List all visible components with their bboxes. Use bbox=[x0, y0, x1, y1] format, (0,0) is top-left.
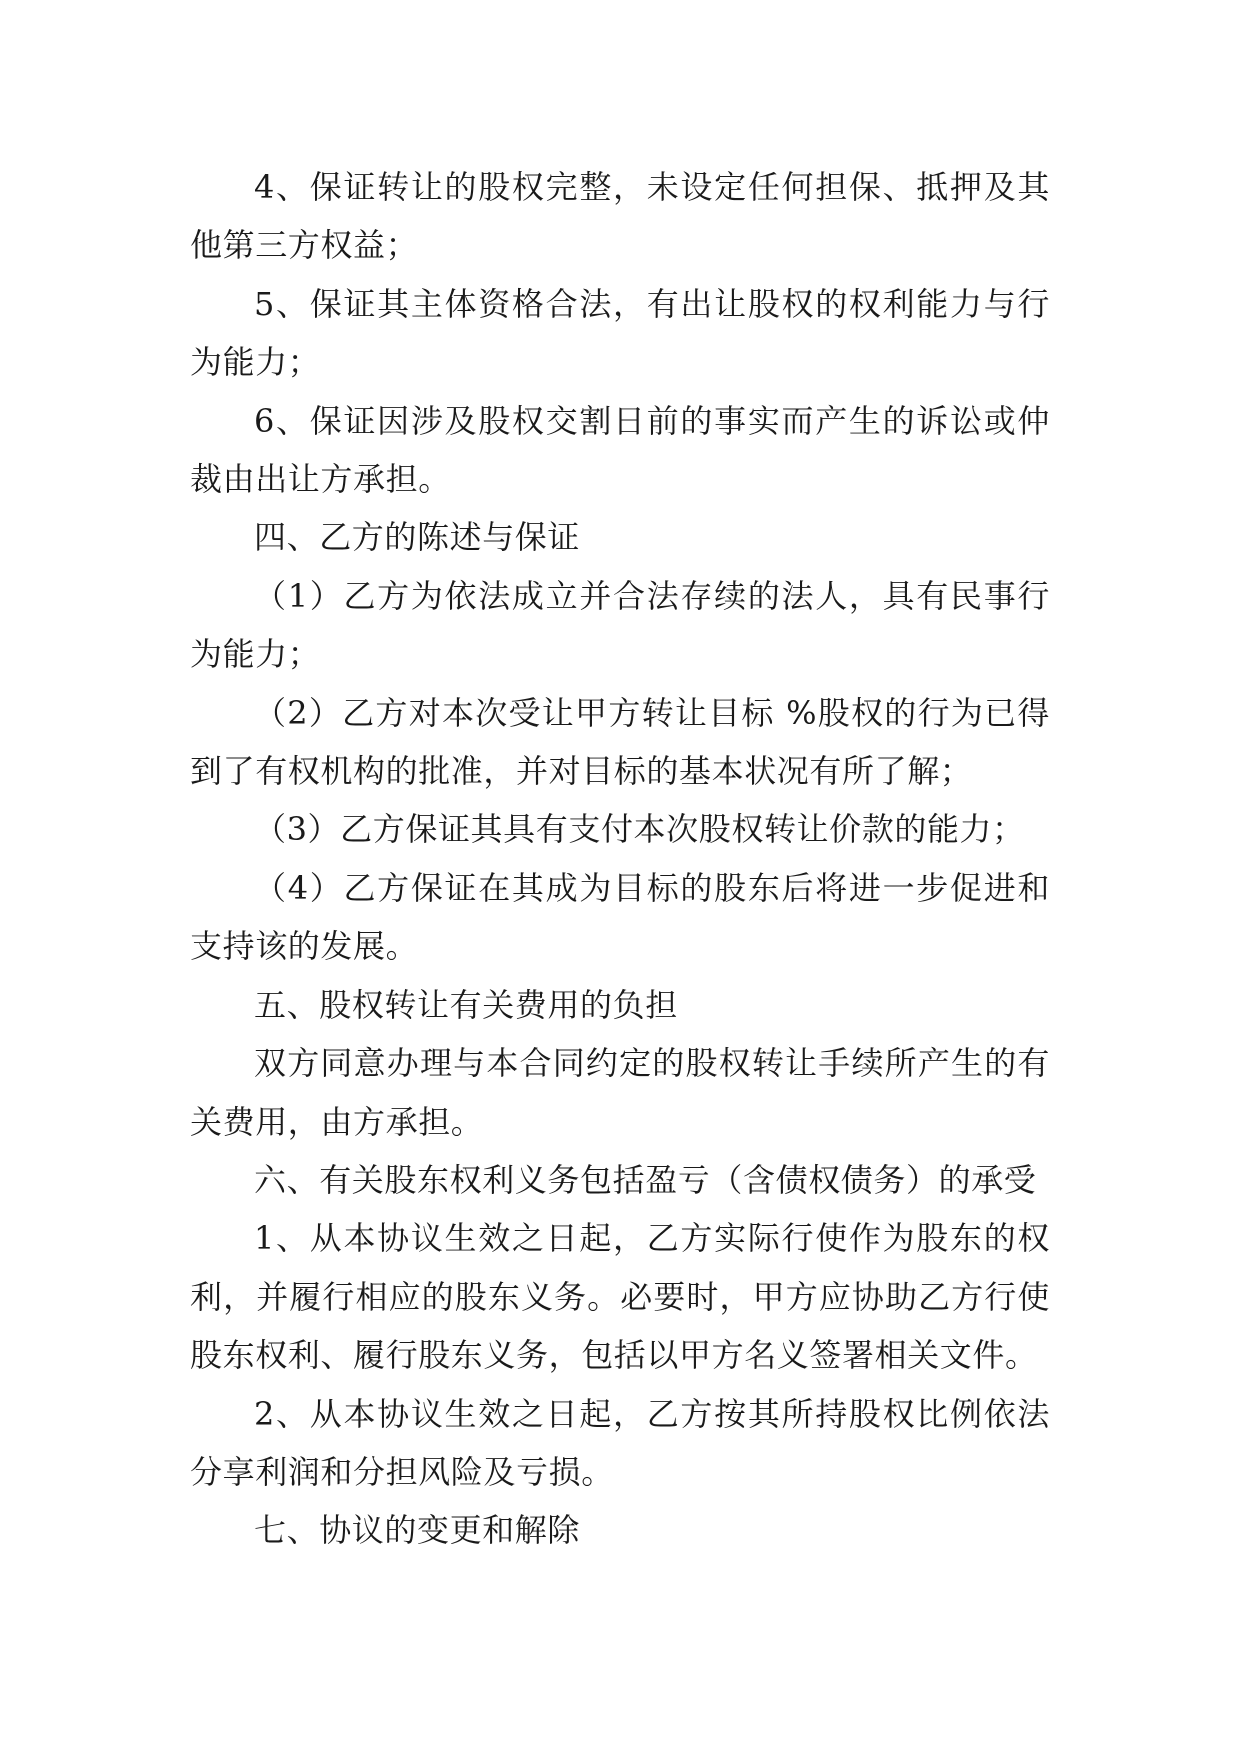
section-heading-5: 五、股权转让有关费用的负担 bbox=[254, 985, 678, 1024]
paragraph-b-2: （2）乙方对本次受让甲方转让目标 %股权的行为已得到了有权机构的批准，并对目标的基本状况有所了解； bbox=[190, 693, 1050, 791]
paragraph-b-3: （3）乙方保证其具有支付本次股权转让价款的能力； bbox=[254, 810, 1025, 849]
paragraph-b-4: （4）乙方保证在其成为目标的股东后将进一步促进和支持该的发展。 bbox=[190, 868, 1050, 966]
paragraph-6-1: 1、从本协议生效之日起，乙方实际行使作为股东的权利，并履行相应的股东义务。必要时，甲方应协助乙方行使股东权利、履行股东义务，包括以甲方名义签署相关文件。 bbox=[190, 1219, 1050, 1375]
paragraph-fees: 双方同意办理与本合同约定的股权转让手续所产生的有关费用，由方承担。 bbox=[190, 1044, 1050, 1141]
paragraph-b-1: （1）乙方为依法成立并合法存续的法人，具有民事行为能力； bbox=[190, 576, 1050, 674]
document-body bbox=[190, 158, 1050, 1560]
section-heading-6: 六、有关股东权利义务包括盈亏（含债权债务）的承受 bbox=[254, 1160, 1037, 1199]
paragraph-5-legal-capacity: 5、保证其主体资格合法，有出让股权的权利能力与行为能力； bbox=[190, 284, 1050, 382]
paragraph-4-equity-complete: 4、保证转让的股权完整，未设定任何担保、抵押及其他第三方权益； bbox=[190, 168, 1050, 265]
paragraph-6-litigation: 6、保证因涉及股权交割日前的事实而产生的诉讼或仲裁由出让方承担。 bbox=[190, 401, 1050, 499]
section-heading-4: 四、乙方的陈述与保证 bbox=[254, 518, 581, 557]
section-heading-7: 七、协议的变更和解除 bbox=[254, 1511, 581, 1550]
paragraph-6-2: 2、从本协议生效之日起，乙方按其所持股权比例依法分享利润和分担风险及亏损。 bbox=[190, 1394, 1050, 1491]
